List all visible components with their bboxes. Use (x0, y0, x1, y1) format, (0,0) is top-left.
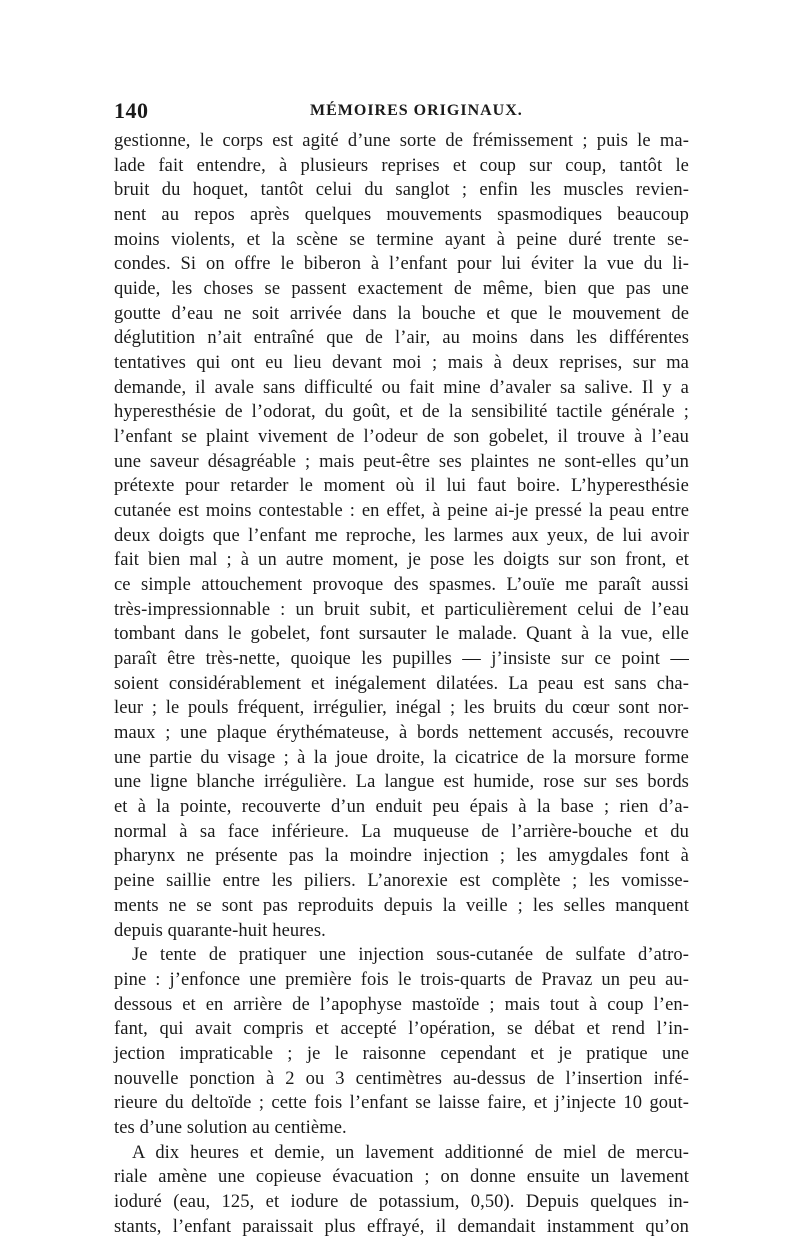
page-number: 140 (114, 98, 149, 123)
text-line: ioduré (eau, 125, et iodure de potassium, 0,50). Depuis quelques in- (114, 1191, 689, 1212)
text-line: goutte d’eau ne soit arrivée dans la bouche et que le mouvement de (114, 303, 689, 324)
text-line: maux ; une plaque érythémateuse, à bords nettement accusés, recouvre (114, 723, 689, 744)
text-line: tombant dans le gobelet, font sursauter le malade. Quant à la vue, elle (114, 624, 689, 645)
text-line: bruit du hoquet, tantôt celui du sanglot ; enfin les muscles revien- (114, 180, 689, 201)
text-line: cutanée est moins contestable : en effet, à peine ai-je pressé la peau entre (114, 501, 689, 522)
text-line: et à la pointe, recouverte d’un enduit peu épais à la base ; rien d’a- (114, 797, 689, 818)
text-line: ments ne se sont pas reproduits depuis la veille ; les selles manquent (114, 895, 689, 916)
paragraph-end-line: tes d’une solution au centième. (114, 1117, 347, 1138)
text-line: condes. Si on offre le biberon à l’enfant pour lui éviter la vue du li- (114, 254, 689, 275)
text-line: normal à sa face inférieure. La muqueuse de l’arrière-bouche et du (114, 821, 689, 842)
text-line: une partie du visage ; à la joue droite, la cicatrice de la morsure forme (114, 747, 689, 768)
text-line: déglutition n’ait entraîné que de l’air, au moins dans les différentes (114, 328, 689, 349)
paragraph-start-line: A dix heures et demie, un lavement additionné de miel de mercu- (132, 1142, 689, 1163)
text-line: prétexte pour retarder le moment où il lui faut boire. L’hyperesthésie (114, 476, 689, 497)
page-header (114, 98, 688, 128)
text-line: paraît être très-nette, quoique les pupilles — j’insiste sur ce point — (114, 649, 689, 670)
body-text (114, 129, 689, 1239)
paragraph-start-line: Je tente de pratiquer une injection sous-cutanée de sulfate d’atro- (132, 945, 689, 966)
text-line: fant, qui avait compris et accepté l’opération, se débat et rend l’in- (114, 1019, 689, 1040)
text-line: tentatives qui ont eu lieu devant moi ; mais à deux reprises, sur ma (114, 353, 689, 374)
text-line: quide, les choses se passent exactement de même, bien que pas une (114, 279, 689, 300)
text-line: très-impressionnable : un bruit subit, et particulièrement celui de l’eau (114, 599, 689, 620)
text-line: nent au repos après quelques mouvements spasmodiques beaucoup (114, 205, 689, 226)
text-line: fait bien mal ; à un autre moment, je pose les doigts sur son front, et (114, 550, 689, 571)
text-line: hyperesthésie de l’odorat, du goût, et de la sensibilité tactile générale ; (114, 402, 689, 423)
text-line: lade fait entendre, à plusieurs reprises et coup sur coup, tantôt le (114, 155, 689, 176)
running-head: MÉMOIRES ORIGINAUX. (310, 102, 523, 119)
text-line: gestionne, le corps est agité d’une sorte de frémissement ; puis le ma- (114, 131, 689, 151)
text-line: riale amène une copieuse évacuation ; on donne ensuite un lavement (114, 1167, 689, 1188)
text-line: pharynx ne présente pas la moindre injection ; les amygdales font à (114, 846, 689, 867)
text-line: demande, il avale sans difficulté ou fait mine d’avaler sa salive. Il y a (114, 377, 689, 398)
text-line: ce simple attouchement provoque des spasmes. L’ouïe me paraît aussi (114, 575, 689, 596)
text-line: nouvelle ponction à 2 ou 3 centimètres au-dessus de l’insertion infé- (114, 1068, 689, 1089)
text-line: deux doigts que l’enfant me reproche, les larmes aux yeux, de lui avoir (114, 525, 689, 546)
paragraph-end-line: depuis quarante-huit heures. (114, 920, 326, 941)
text-line: rieure du deltoïde ; cette fois l’enfant se laisse faire, et j’injecte 10 gout- (114, 1093, 689, 1114)
text-line: une saveur désagréable ; mais peut-être ses plaintes ne sont-elles qu’un (114, 451, 689, 472)
text-line: moins violents, et la scène se termine ayant à peine duré trente se- (114, 229, 689, 250)
text-line: stants, l’enfant paraissait plus effrayé, il demandait instamment qu’on (114, 1216, 689, 1237)
text-line: leur ; le pouls fréquent, irrégulier, inégal ; les bruits du cœur sont nor- (114, 698, 689, 719)
text-line: soient considérablement et inégalement dilatées. La peau est sans cha- (114, 673, 689, 694)
text-line: jection impraticable ; je le raisonne cependant et je pratique une (114, 1043, 689, 1064)
text-line: peine saillie entre les piliers. L’anorexie est complète ; les vomisse- (114, 871, 689, 892)
text-line: pine : j’enfonce une première fois le trois-quarts de Pravaz un peu au- (114, 969, 689, 990)
text-line: dessous et en arrière de l’apophyse mastoïde ; mais tout à coup l’en- (114, 994, 689, 1015)
text-line: l’enfant se plaint vivement de l’odeur de son gobelet, il trouve à l’eau (114, 427, 689, 448)
text-line: une ligne blanche irrégulière. La langue est humide, rose sur ses bords (114, 772, 689, 793)
